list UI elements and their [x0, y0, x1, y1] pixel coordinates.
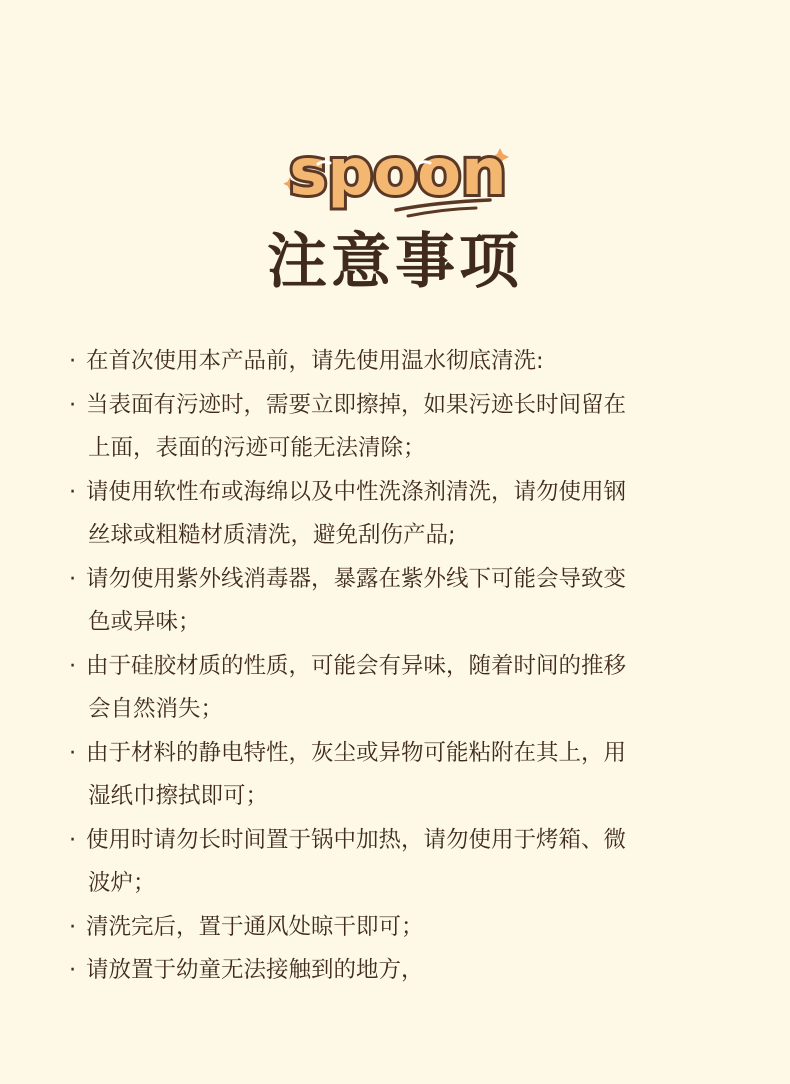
note-text: 在首次使用本产品前，请先使用温水彻底清洗: [86, 348, 544, 374]
note-item [0, 819, 790, 906]
note-item [0, 471, 790, 558]
notes-list [0, 340, 790, 993]
bullet-marker: · [69, 957, 77, 983]
note-item [0, 645, 790, 732]
bullet-marker: · [69, 565, 77, 592]
note-text: 使用时请勿长时间置于锅中加热，请勿使用于烤箱、微 [86, 826, 627, 853]
bullet-marker: · [69, 391, 77, 418]
bullet-marker: · [69, 739, 77, 766]
note-item [0, 732, 790, 819]
note-text-continued: 波炉； [88, 870, 156, 896]
brand-logo [278, 138, 518, 223]
bullet-marker: · [69, 826, 77, 853]
note-text-continued: 丝球或粗糙材质清洗，避免刮伤产品; [88, 522, 456, 548]
bullet-marker: · [69, 478, 77, 505]
note-text: 当表面有污迹时，需要立即擦掉，如果污迹长时间留在 [86, 391, 627, 418]
note-text: 请使用软性布或海绵以及中性洗涤剂清洗，请勿使用钢 [86, 478, 627, 505]
bullet-marker: · [69, 652, 77, 679]
note-item [0, 558, 790, 645]
note-text: 由于硅胶材质的性质，可能会有异味，随着时间的推移 [86, 652, 627, 679]
note-text-continued: 会自然消失； [88, 696, 224, 722]
note-text-continued: 色或异味； [88, 609, 201, 635]
note-text-continued: 湿纸巾擦拭即可； [88, 783, 269, 809]
note-item [0, 340, 790, 384]
page-title: 注意事项 [267, 227, 523, 297]
note-item [0, 384, 790, 471]
note-text-continued: 上面，表面的污迹可能无法清除； [88, 435, 426, 461]
logo-wordmark: spoon [289, 138, 507, 210]
bullet-marker: · [69, 913, 77, 940]
note-text: 清洗完后，置于通风处晾干即可； [86, 913, 424, 940]
note-item [0, 906, 790, 950]
spoon-logo-graphic [278, 138, 518, 223]
note-item [0, 949, 790, 993]
note-text: 请勿使用紫外线消毒器，暴露在紫外线下可能会导致变 [86, 565, 627, 592]
note-text: 由于材料的静电特性，灰尘或异物可能粘附在其上，用 [86, 739, 627, 766]
note-text: 请放置于幼童无法接触到的地方， [86, 957, 424, 983]
bullet-marker: · [69, 348, 77, 374]
